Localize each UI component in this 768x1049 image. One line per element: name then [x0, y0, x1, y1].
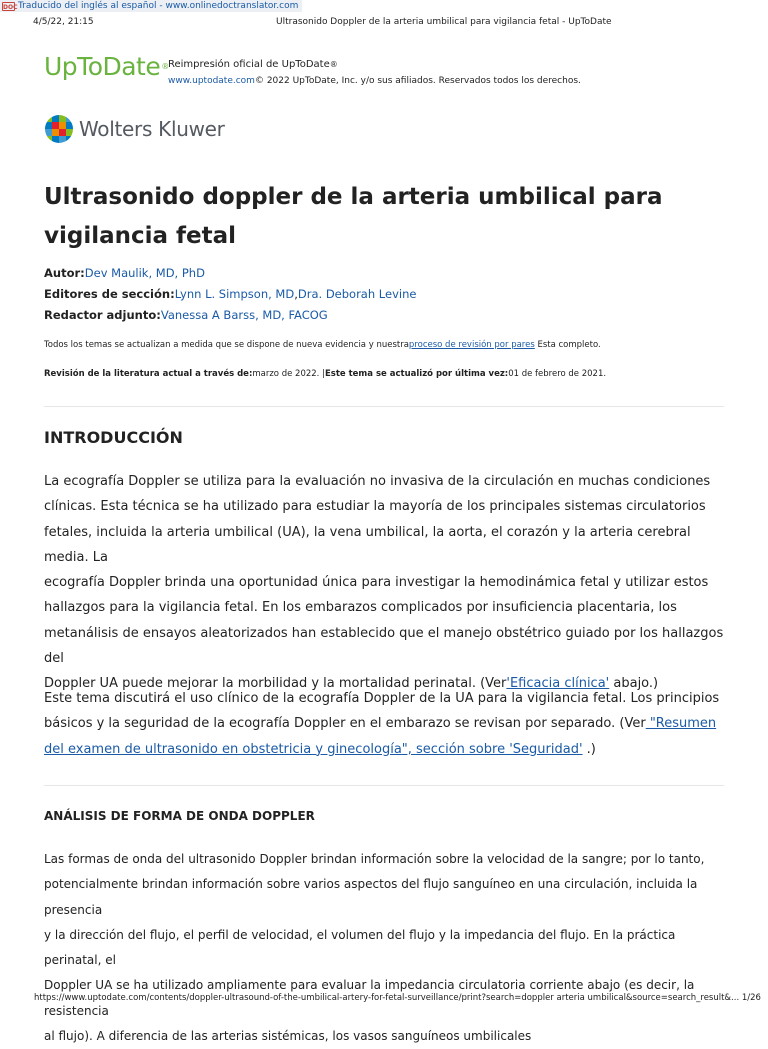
publisher-name: Wolters Kluwer: [79, 117, 225, 141]
document-translate-icon: DOC: [3, 3, 18, 11]
review-dates: Revisión de la literatura actual a través de:marzo de 2022. |Este tema se actualizó por última vez:01 de febrero de 2021.: [44, 369, 607, 379]
intro-paragraph-1: La ecografía Doppler se utiliza para la evaluación no invasiva de la circulación en muchas condiciones clínicas. Esta técnica se ha utilizado para estudiar la mayoría de los principales sistemas circulatorios fetales, incluida la arteria umbilical (UA), la vena umbilical, la aorta, el corazón y la arteria cerebral media. La ecografía Doppler brinda una oportunidad única para investigar la hemodinámica fetal y utilizar estos hallazgos para la vigilancia fetal. En los embarazos complicados por insuficiencia placentaria, los metanálisis de ensayos aleatorizados han establecido que el manejo obstétrico guiado por los hallazgos del Doppler UA puede mejorar la morbilidad y la mortalidad perinatal. (Ver'Eficacia clínica' abajo.): [44, 474, 724, 692]
footer-url: https://www.uptodate.com/contents/doppler-ultrasound-of-the-umbilical-artery-for-fetal-surveillance/print?search=doppler arteria umbilical&source=search_result&...: [34, 993, 740, 1003]
editor-link[interactable]: Dra. Deborah Levine: [297, 287, 417, 301]
translator-banner[interactable]: [0, 0, 302, 12]
wolters-kluwer-globe-icon: [44, 114, 74, 144]
section-heading-introduction: INTRODUCCIÓN: [44, 428, 183, 447]
section-divider: [44, 785, 724, 786]
deputy-editor-line: Redactor adjunto:Vanessa A Barss, MD, FACOG: [44, 308, 328, 322]
print-footer: [34, 993, 761, 1003]
reprint-notice: Reimpresión oficial de UpToDate® www.uptodate.com© 2022 UpToDate, Inc. y/o sus afiliados. Reservados todos los derechos.: [168, 59, 581, 86]
translator-text[interactable]: Traducido del inglés al español - www.onlinedoctranslator.com: [18, 1, 299, 11]
intro-paragraph-2: Este tema discutirá el uso clínico de la ecografía Doppler de la UA para la vigilancia fetal. Los principios básicos y la seguridad de la ecografía Doppler en el embarazo se revisan por separado. (Ver "Resumen del examen de ultrasonido en obstetricia y ginecología", sección sobre 'Seguridad' .): [44, 691, 720, 757]
update-note: Todos los temas se actualizan a medida que se dispone de nueva evidencia y nuestraproceso de revisión por pares Esta completo.: [44, 340, 601, 350]
editors-line: Editores de sección:Lynn L. Simpson, MD,Dra. Deborah Levine: [44, 287, 417, 301]
wolters-kluwer-logo: [44, 112, 225, 146]
section-divider: [44, 406, 724, 407]
ultrasound-overview-link[interactable]: "Resumen: [645, 716, 717, 732]
print-date: 4/5/22, 21:15: [33, 17, 94, 27]
uptodate-logo[interactable]: UpToDate®: [44, 52, 169, 81]
editor-link[interactable]: Lynn L. Simpson, MD: [174, 287, 295, 301]
deputy-editor-link[interactable]: Vanessa A Barss, MD, FACOG: [160, 308, 328, 322]
page-number: 1/26: [741, 993, 761, 1003]
authorship-block: [44, 263, 724, 326]
ultrasound-overview-link[interactable]: del examen de ultrasonido en obstetricia y ginecología", sección sobre 'Seguridad': [44, 741, 583, 757]
author-link[interactable]: Dev Maulik, MD, PhD: [84, 266, 205, 280]
print-title: Ultrasonido Doppler de la arteria umbilical para vigilancia fetal - UpToDate: [276, 17, 612, 27]
brand-row: [44, 50, 728, 90]
section-heading-waveform: ANÁLISIS DE FORMA DE ONDA DOPPLER: [44, 809, 315, 823]
peer-review-link[interactable]: proceso de revisión por pares: [408, 340, 535, 350]
uptodate-link[interactable]: www.uptodate.com: [168, 76, 255, 86]
article-title: Ultrasonido doppler de la arteria umbilical para vigilancia fetal: [44, 184, 663, 249]
waveform-paragraph: Las formas de onda del ultrasonido Doppler brindan información sobre la velocidad de la sangre; por lo tanto, potencialmente brindan información sobre varios aspectos del flujo sanguíneo en una circulación, incluida la presencia y la dirección del flujo, el perfil de velocidad, el volumen del flujo y la impedancia del flujo. En la práctica perinatal, el Doppler UA se ha utilizado ampliamente para evaluar la impedancia circulatoria corriente abajo (es decir, la resistencia al flujo). A diferencia de las arterias sistémicas, los vasos sanguíneos umbilicales: [44, 852, 705, 1044]
clinical-efficacy-link[interactable]: 'Eficacia clínica': [506, 676, 610, 692]
author-line: Autor:Dev Maulik, MD, PhD: [44, 266, 205, 280]
